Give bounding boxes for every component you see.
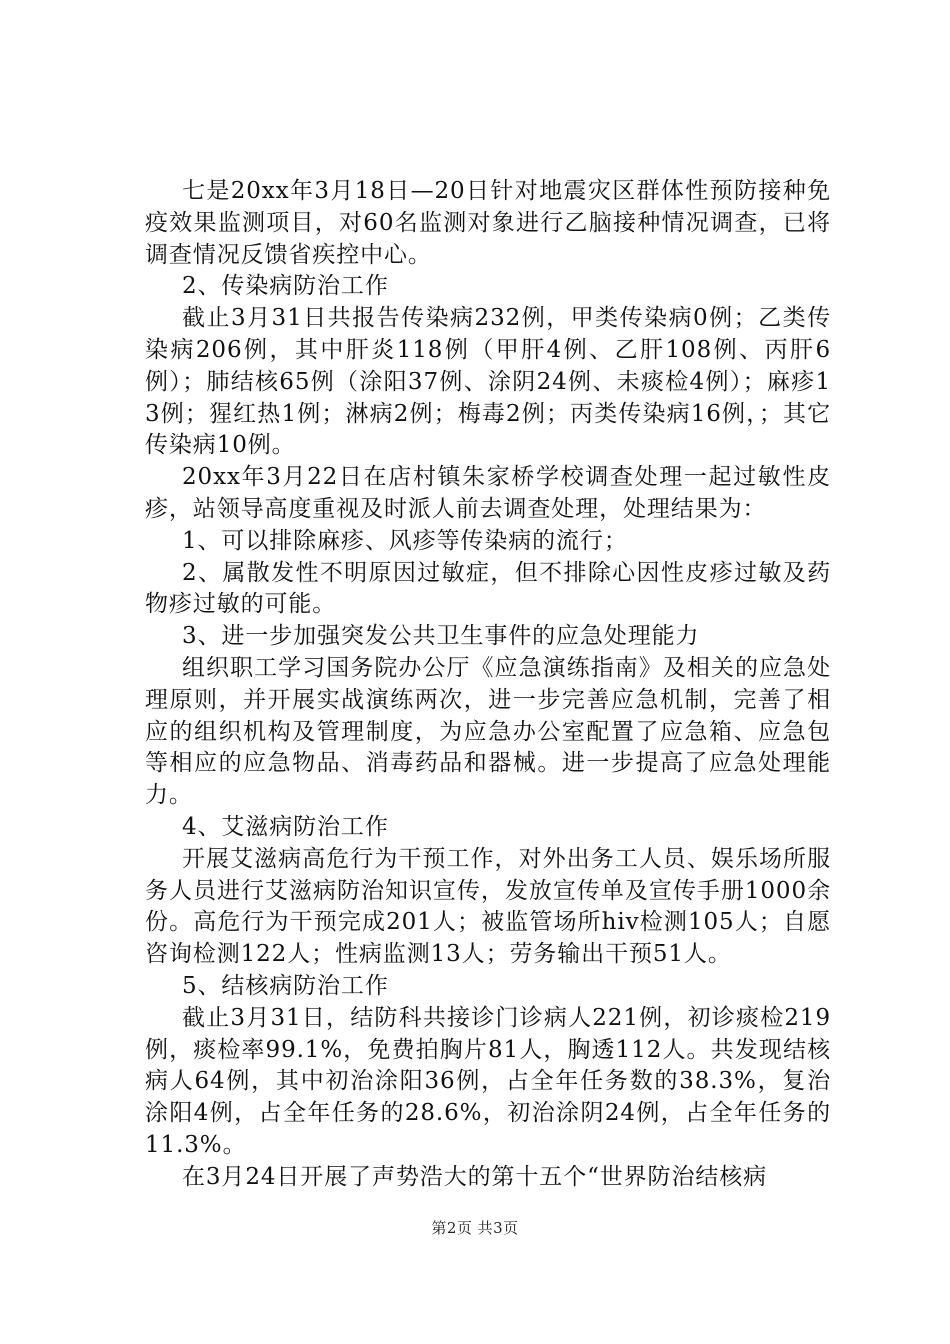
paragraph-allergy-incident: 20xx年3月22日在店村镇朱家桥学校调查处理一起过敏性皮疹，站领导高度重视及时派人前去调查处理，处理结果为： <box>145 464 831 522</box>
paragraph-tuberculosis: 截止3月31日，结防科共接诊门诊病人221例，初诊痰检219例，痰检率99.1%，免费拍胸片81人，胸透112人。共发现结核病人64例，其中初治涂阳36例，占全年任务数的38.3%，复治涂阳4例，占全年任务的28.6%，初治涂阴24例，占全年任务的11.3%。 <box>145 1004 831 1158</box>
paragraph-result-2: 2、属散发性不明原因过敏症，但不排除心因性皮疹过敏及药物疹过敏的可能。 <box>145 559 831 618</box>
heading-emergency-response: 3、进一步加强突发公共卫生事件的应急处理能力 <box>182 623 700 650</box>
document-body <box>145 176 831 1194</box>
paragraph-encephalitis-survey: 七是20xx年3月18日—20日针对地震灾区群体性预防接种免疫效果监测项目，对60名监测对象进行乙脑接种情况调查，已将调查情况反馈省疾控中心。 <box>145 178 831 268</box>
paragraph-world-tb-day: 在3月24日开展了声势浩大的第十五个“世界防治结核病 <box>182 1163 768 1190</box>
paragraph-emergency-response: 组织职工学习国务院办公厅《应急演练指南》及相关的应急处理原则，并开展实战演练两次，进一步完善应急机制，完善了相应的组织机构及管理制度，为应急办公室配置了应急箱、应急包等相应的应急物品、消毒药品和器械。进一步提高了应急处理能力。 <box>145 654 831 809</box>
paragraph-aids-prevention: 开展艾滋病高危行为干预工作，对外出务工人员、娱乐场所服务人员进行艾滋病防治知识宣传，发放宣传单及宣传手册1000余份。高危行为干预完成201人；被监管场所hiv检测105人；自愿咨询检测122人；性病监测13人；劳务输出干预51人。 <box>145 845 831 968</box>
paragraph-infectious-disease-report: 截止3月31日共报告传染病232例，甲类传染病0例；乙类传染病206例，其中肝炎118例（甲肝4例、乙肝108例、丙肝6例）；肺结核65例（涂阳37例、涂阴24例、未痰检4例）；麻疹13例；猩红热1例；淋病2例；梅毒2例；丙类传染病16例，；其它传染病10例。 <box>145 305 831 459</box>
paragraph-result-1: 1、可以排除麻疹、风疹等传染病的流行； <box>182 527 628 554</box>
heading-infectious-disease: 2、传染病防治工作 <box>182 273 389 300</box>
heading-tuberculosis: 5、结核病防治工作 <box>182 972 389 999</box>
page-footer: 第2页 共3页 <box>431 1219 519 1237</box>
heading-aids-prevention: 4、艾滋病防治工作 <box>182 813 389 840</box>
